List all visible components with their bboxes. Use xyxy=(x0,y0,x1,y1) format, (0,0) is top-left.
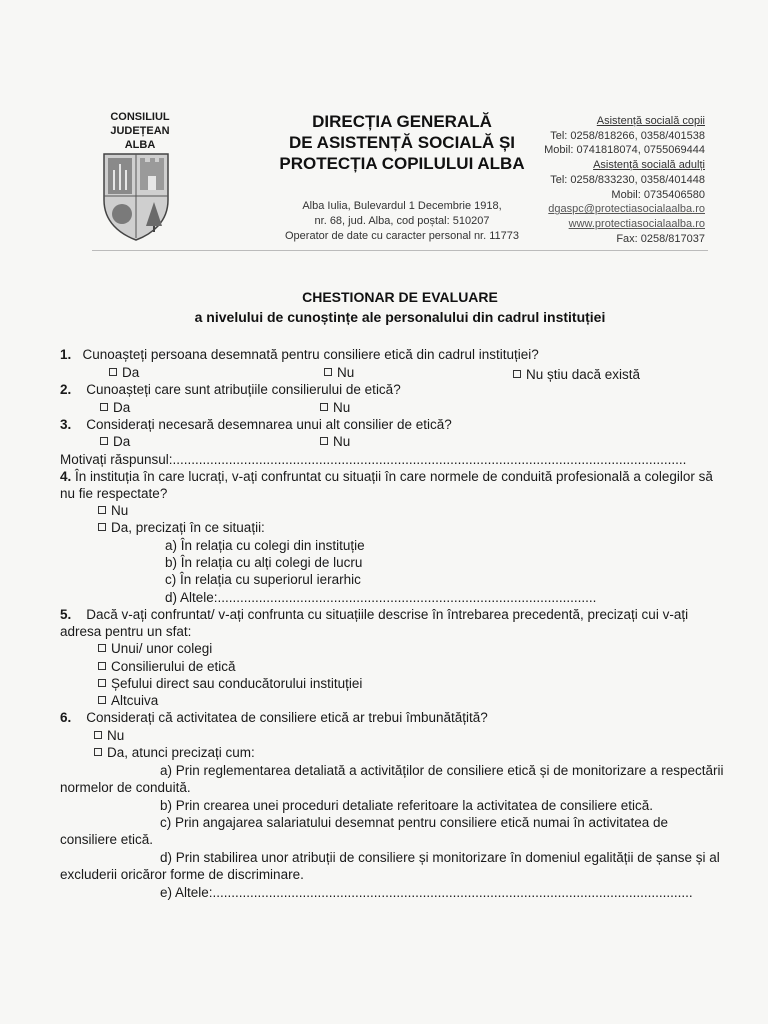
institution-title: DIRECȚIA GENERALĂ DE ASISTENȚĂ SOCIALĂ ȘI PROTECȚIA COPILULUI ALBA xyxy=(279,112,525,173)
adults-services-label: Asistență socială adulți xyxy=(593,159,705,172)
q3-motivation-field[interactable]: Motivați răspunsul:......................................................................................................................................... xyxy=(60,452,687,467)
checkbox-icon xyxy=(98,662,106,670)
adults-mobile: Mobil: 0735406580 xyxy=(611,188,705,201)
question-6: 6. Considerați că activitatea de consiliere etică ar trebui îmbunătățită? xyxy=(60,710,488,725)
checkbox-icon xyxy=(94,731,102,739)
header-divider xyxy=(92,250,708,251)
question-4-line-1: 4. În instituția în care lucrați, v-ați confruntat cu situații în care normele de conduită profesională a colegilor să xyxy=(60,469,713,484)
q4-option-da[interactable]: Da, precizați în ce situații: xyxy=(98,519,265,536)
q3-option-da[interactable]: Da xyxy=(100,433,130,450)
q6-sub-c-line-1[interactable]: c) Prin angajarea salariatului desemnat pentru consiliere etică numai în activitatea de xyxy=(160,815,669,830)
q6-sub-d-line-2: excluderii oricăror forme de discriminare. xyxy=(60,867,304,882)
email-link[interactable]: dgaspc@protectiasocialaalba.ro xyxy=(548,203,705,216)
question-3: 3. Considerați necesară desemnarea unui alt consilier de etică? xyxy=(60,417,452,432)
q3-option-nu[interactable]: Nu xyxy=(320,433,350,450)
q1-option-nu-stiu[interactable]: Nu știu dacă există xyxy=(513,366,640,383)
q5-option-colleagues[interactable]: Unui/ unor colegi xyxy=(98,640,212,657)
checkbox-icon xyxy=(324,368,332,376)
q4-option-nu[interactable]: Nu xyxy=(98,502,128,519)
q4-sub-c[interactable]: c) În relația cu superiorul ierarhic xyxy=(165,572,361,587)
checkbox-icon xyxy=(98,644,106,652)
checkbox-icon xyxy=(100,437,108,445)
q5-option-someone-else[interactable]: Altcuiva xyxy=(98,692,158,709)
website-link[interactable]: www.protectiasocialaalba.ro xyxy=(568,217,705,230)
q2-option-nu[interactable]: Nu xyxy=(320,399,350,416)
checkbox-icon xyxy=(100,403,108,411)
q6-sub-d-line-1[interactable]: d) Prin stabilirea unor atribuții de consiliere și monitorizare în domeniul egalității de șanse și al xyxy=(160,850,720,865)
q4-sub-d-field[interactable]: d) Altele:..................................................................................................... xyxy=(165,590,597,605)
q6-option-da[interactable]: Da, atunci precizați cum: xyxy=(94,744,255,761)
checkbox-icon xyxy=(513,370,521,378)
children-services-label: Asistență socială copii xyxy=(596,115,705,127)
q6-sub-c-line-2: consiliere etică. xyxy=(60,832,154,847)
q6-sub-e-field[interactable]: e) Altele:................................................................................................................................ xyxy=(160,885,693,900)
document-title: CHESTIONAR DE EVALUARE xyxy=(302,289,498,305)
checkbox-icon xyxy=(109,368,117,376)
question-5-line-2: adresa pentru un sfat: xyxy=(60,624,192,639)
checkbox-icon xyxy=(98,696,106,704)
institution-address: Alba Iulia, Bulevardul 1 Decembrie 1918, nr. 68, jud. Alba, cod poștal: 510207 Operator de date cu caracter personal nr. 11773 xyxy=(285,200,519,242)
fax-number: Fax: 0258/817037 xyxy=(616,232,705,245)
q1-option-da[interactable]: Da xyxy=(109,364,139,381)
q5-option-supervisor[interactable]: Șefului direct sau conducătorului instituției xyxy=(98,675,362,692)
checkbox-icon xyxy=(94,748,102,756)
contact-block xyxy=(520,114,705,246)
adults-phone: Tel: 0258/833230, 0358/401448 xyxy=(550,173,705,186)
children-phone: Tel: 0258/818266, 0358/401538 xyxy=(550,129,705,142)
q6-option-nu[interactable]: Nu xyxy=(94,727,124,744)
q4-sub-a[interactable]: a) În relația cu colegi din instituție xyxy=(165,538,365,553)
question-1: 1. Cunoașteți persoana desemnată pentru consiliere etică din cadrul instituției? xyxy=(60,347,539,362)
checkbox-icon xyxy=(320,437,328,445)
q1-option-nu[interactable]: Nu xyxy=(324,364,354,381)
checkbox-icon xyxy=(320,403,328,411)
q6-sub-a-line-2: normelor de conduită. xyxy=(60,780,191,795)
question-5-line-1: 5. Dacă v-ați confruntat/ v-ați confrunta cu situațiile descrise în întrebarea precedentă, precizați cui v-ați xyxy=(60,607,689,622)
children-mobile: Mobil: 0741818074, 0755069444 xyxy=(544,144,705,157)
q6-sub-b[interactable]: b) Prin crearea unei proceduri detaliate referitoare la activitatea de consiliere etică. xyxy=(160,798,654,813)
document-subtitle: a nivelului de cunoștințe ale personalului din cadrul instituției xyxy=(194,309,606,325)
checkbox-icon xyxy=(98,523,106,531)
q4-sub-b[interactable]: b) În relația cu alți colegi de lucru xyxy=(165,555,363,570)
question-4-line-2: nu fie respectate? xyxy=(60,486,168,501)
checkbox-icon xyxy=(98,506,106,514)
county-council-name: CONSILIUL JUDEȚEAN ALBA xyxy=(110,111,170,151)
coat-of-arms-icon xyxy=(100,150,172,242)
q6-sub-a-line-1[interactable]: a) Prin reglementarea detaliată a activităților de consiliere etică și de monitorizare a respectării xyxy=(160,763,724,778)
question-2: 2. Cunoașteți care sunt atribuțiile consilierului de etică? xyxy=(60,382,401,397)
q5-option-ethics-counselor[interactable]: Consilierului de etică xyxy=(98,658,236,675)
checkbox-icon xyxy=(98,679,106,687)
q2-option-da[interactable]: Da xyxy=(100,399,130,416)
